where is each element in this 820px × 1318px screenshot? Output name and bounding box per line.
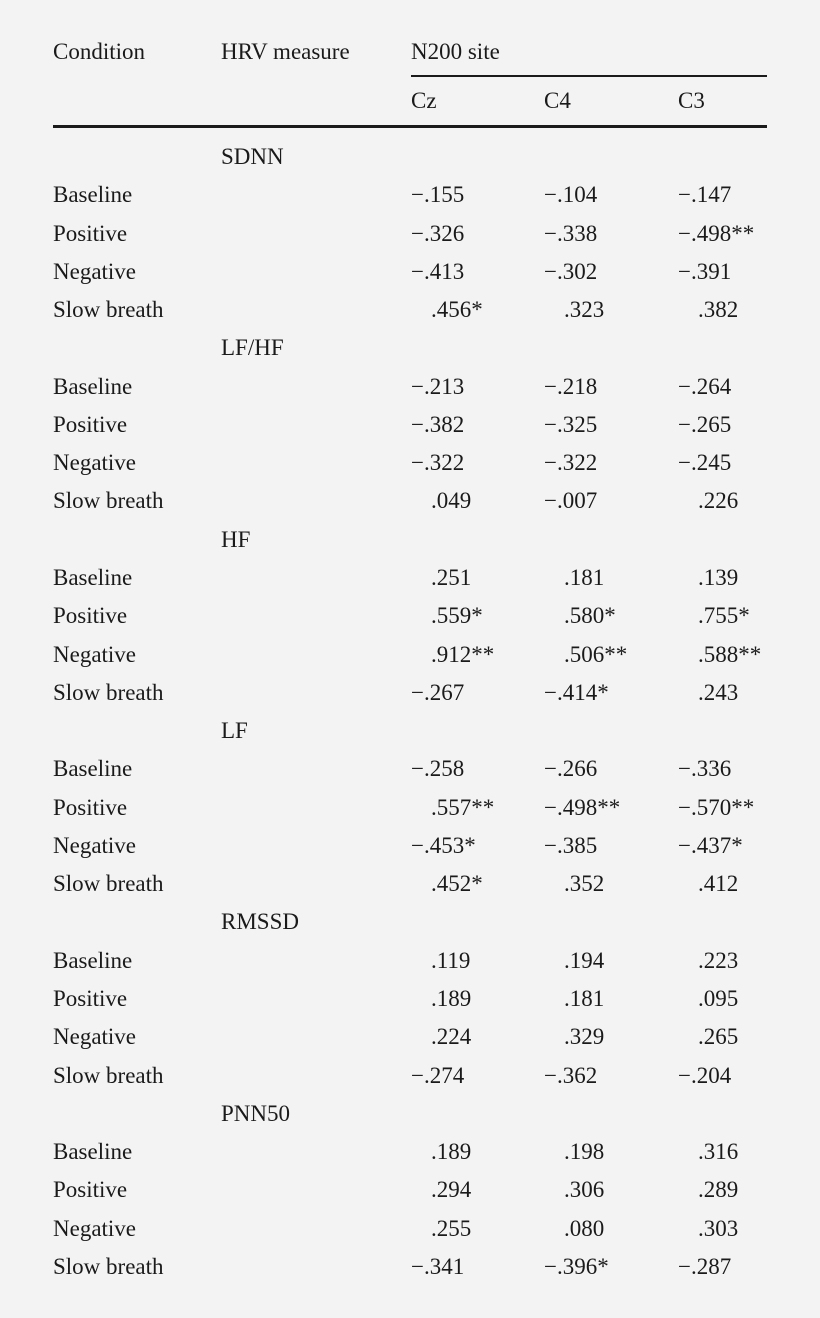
condition-label: Negative — [53, 832, 137, 858]
correlation-value: −.570** — [678, 794, 755, 820]
measure-heading: RMSSD — [221, 909, 299, 935]
correlation-value: .223 — [698, 947, 739, 973]
correlation-value: −.274 — [411, 1062, 465, 1088]
correlation-value: −.453* — [411, 832, 476, 858]
correlation-value: .329 — [564, 1024, 605, 1050]
correlation-value: −.413 — [411, 258, 465, 284]
correlation-value: .255 — [431, 1215, 472, 1241]
correlation-value: −.396* — [544, 1253, 609, 1279]
correlation-value: .912** — [431, 641, 495, 667]
correlation-value: .119 — [431, 947, 471, 973]
condition-label: Baseline — [53, 1139, 133, 1164]
header-n200-site: N200 site — [411, 39, 500, 64]
measure-heading: LF — [221, 718, 248, 744]
correlation-value: −.338 — [544, 220, 598, 246]
correlation-value: −.326 — [411, 220, 465, 246]
correlation-value: .139 — [698, 565, 739, 590]
measure-heading: HF — [221, 526, 251, 552]
header-hrv-measure: HRV measure — [221, 39, 350, 64]
correlation-value: −.322 — [544, 450, 598, 476]
condition-label: Positive — [53, 220, 128, 246]
condition-label: Slow breath — [53, 1253, 164, 1279]
correlation-value: −.287 — [678, 1253, 732, 1279]
correlation-value: −.336 — [678, 756, 732, 782]
condition-label: Negative — [53, 450, 137, 476]
spanner-rule — [411, 75, 767, 77]
condition-label: Negative — [53, 1024, 137, 1050]
measure-heading: PNN50 — [221, 1100, 291, 1126]
correlation-value: .755* — [698, 603, 750, 629]
correlation-value: −.155 — [411, 182, 465, 208]
condition-label: Baseline — [53, 565, 133, 590]
correlation-value: .352 — [564, 871, 605, 897]
correlation-value: .452* — [431, 871, 483, 897]
condition-label: Slow breath — [53, 297, 164, 323]
condition-label: Positive — [53, 411, 128, 437]
correlation-value: −.264 — [678, 373, 732, 399]
correlation-value: .049 — [431, 488, 472, 514]
correlation-value: −.391 — [678, 258, 732, 284]
header-site-cz: Cz — [411, 88, 437, 113]
correlation-value: −.267 — [411, 679, 465, 705]
correlation-value: .189 — [431, 985, 472, 1011]
condition-label: Negative — [53, 1215, 137, 1241]
correlation-value: .181 — [564, 565, 605, 590]
correlation-value: −.498** — [678, 220, 755, 246]
correlation-value: .588** — [698, 641, 762, 667]
correlation-value: −.104 — [544, 182, 598, 208]
correlation-value: .557** — [431, 794, 495, 820]
correlation-value: −.204 — [678, 1062, 732, 1088]
correlation-value: −.498** — [544, 794, 621, 820]
header-bottom-rule — [53, 125, 767, 128]
correlation-value: .289 — [698, 1177, 739, 1203]
condition-label: Baseline — [53, 756, 133, 782]
correlation-value: .265 — [698, 1024, 739, 1050]
correlation-value: .224 — [431, 1024, 472, 1050]
correlation-value: −.147 — [678, 182, 732, 208]
correlation-value: −.325 — [544, 411, 598, 437]
correlation-value: −.414* — [544, 679, 609, 705]
condition-label: Slow breath — [53, 1062, 164, 1088]
correlation-value: .456* — [431, 297, 483, 323]
correlation-value: −.382 — [411, 411, 465, 437]
correlation-value: .412 — [698, 871, 739, 897]
correlation-value: .198 — [564, 1139, 605, 1164]
correlation-value: −.385 — [544, 832, 598, 858]
correlation-value: .506** — [564, 641, 628, 667]
condition-label: Negative — [53, 641, 137, 667]
measure-heading: SDNN — [221, 144, 284, 169]
correlation-value: −.007 — [544, 488, 598, 514]
correlation-value: .243 — [698, 679, 739, 705]
header-site-c3: C3 — [678, 88, 705, 113]
correlation-value: −.265 — [678, 411, 732, 437]
correlation-value: .095 — [698, 985, 739, 1011]
correlation-value: −.266 — [544, 756, 598, 782]
correlation-value: .306 — [564, 1177, 605, 1203]
correlation-value: −.258 — [411, 756, 465, 782]
correlation-value: −.245 — [678, 450, 732, 476]
condition-label: Positive — [53, 1177, 128, 1203]
correlation-value: −.362 — [544, 1062, 598, 1088]
correlation-value: .316 — [698, 1139, 739, 1164]
header-site-c4: C4 — [544, 88, 571, 113]
condition-label: Slow breath — [53, 871, 164, 897]
condition-label: Baseline — [53, 182, 133, 208]
correlation-value: .251 — [431, 565, 472, 590]
correlation-value: −.218 — [544, 373, 598, 399]
correlation-value: −.213 — [411, 373, 465, 399]
condition-label: Positive — [53, 794, 128, 820]
correlation-value: .323 — [564, 297, 605, 323]
correlation-value: .294 — [431, 1177, 472, 1203]
correlation-value: .189 — [431, 1139, 472, 1164]
measure-heading: LF/HF — [221, 335, 284, 361]
correlation-value: −.322 — [411, 450, 465, 476]
condition-label: Slow breath — [53, 679, 164, 705]
condition-label: Baseline — [53, 373, 133, 399]
correlation-value: .194 — [564, 947, 605, 973]
correlation-value: −.302 — [544, 258, 598, 284]
correlation-value: .226 — [698, 488, 739, 514]
condition-label: Positive — [53, 985, 128, 1011]
correlation-value: .559* — [431, 603, 483, 629]
correlation-value: .580* — [564, 603, 616, 629]
correlation-value: −.437* — [678, 832, 743, 858]
condition-label: Slow breath — [53, 488, 164, 514]
correlation-value: .181 — [564, 985, 605, 1011]
condition-label: Positive — [53, 603, 128, 629]
condition-label: Negative — [53, 258, 137, 284]
correlation-value: .303 — [698, 1215, 739, 1241]
condition-label: Baseline — [53, 947, 133, 973]
correlation-value: .080 — [564, 1215, 605, 1241]
header-condition: Condition — [53, 39, 146, 64]
correlation-value: .382 — [698, 297, 739, 323]
correlation-value: −.341 — [411, 1253, 465, 1279]
